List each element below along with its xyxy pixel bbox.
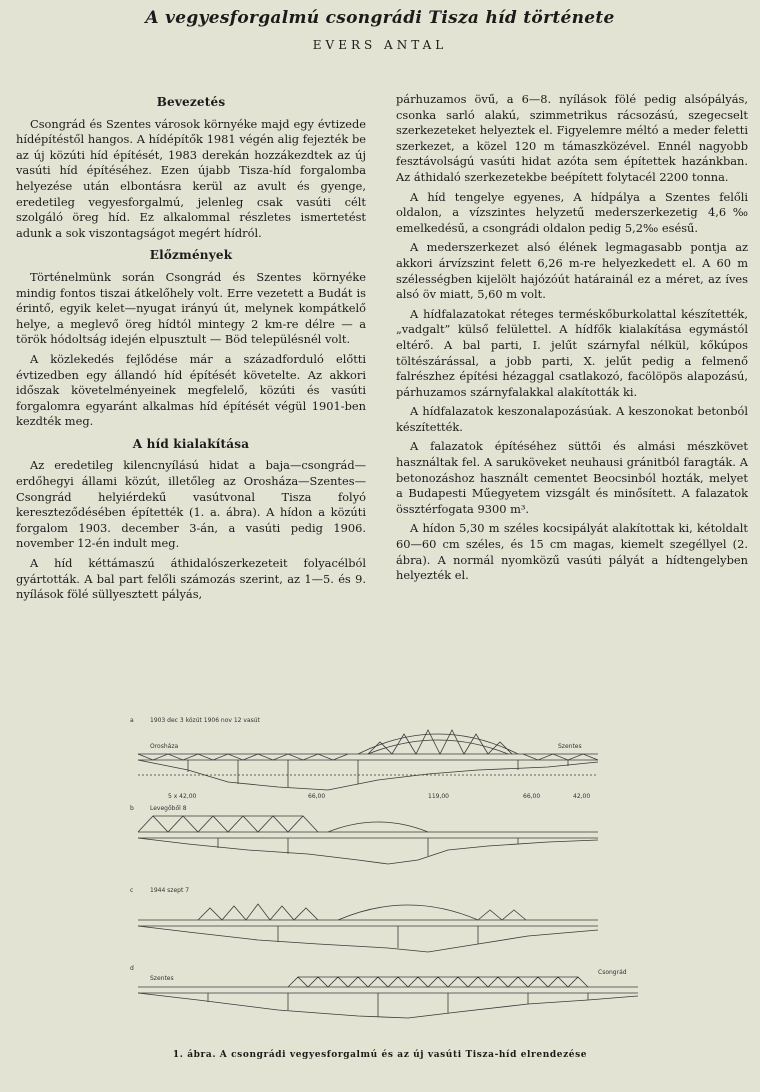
section-heading-intro: Bevezetés: [156, 95, 226, 109]
panel-a-caption: 1903 dec 3 közút 1906 nov 12 vasút: [150, 717, 260, 724]
panel-label-b: b: [130, 805, 134, 812]
section-heading-design: A híd kialakítása: [132, 436, 250, 451]
paragraph: A hídfalazatok keszonalapozásúak. A keszonokat betonból készítették.: [396, 404, 748, 434]
panel-label-a: a: [130, 717, 134, 724]
panel-c: [138, 904, 598, 952]
paragraph: Történelmünk során Csongrád és Szentes környéke mindig fontos tiszai átkelőhely volt. Erre vezetett a Budát is érintő, egyik kelet—nyugat irányú út, melynek kompátkelő helye, a meglevő öreg hídtól mintegy 2 km-re délre — a török hódoltság idején elpusztult — Böd településnél volt.: [16, 269, 366, 347]
panel-b: [138, 816, 598, 864]
paragraph: Csongrád és Szentes városok környéke majd egy évtizede hídépítéstől hangos. A hídépítők 1981 végén alig fejezték be az új közúti híd építését, 1983 derekán hozzákezdtek az új vasúti híd építéséhez. Ezen újabb Tisza-híd forgalomba helyezése után elbontásra kerül az avult és gyenge, eredetileg vegyesforgalmú, jelenleg csak vasúti célt szolgáló öreg híd. Ez alkalommal részletes ismertetést adunk a sok viszontagságot megért hídról.: [16, 116, 366, 240]
paragraph: A falazatok építéséhez süttői és almási mészkövet használtak fel. A saruköveket neuhausi gránitból faragták. A betonozáshoz használt cementet Beocsinból hozták, melyet a Budapesti Műegyetem vizsgált és minősített. A falazatok össztérfogata 9300 m³.: [396, 439, 748, 516]
dimension-label: 66,00: [308, 793, 326, 800]
dimension-label: 42,00: [573, 793, 591, 800]
paragraph: A híd tengelye egyenes, A hídpálya a Szentes felőli oldalon, a vízszintes helyzetű mederszerkezetig 4,6‰ emelkedésű, a csongrádi oldalon pedig 5,2‰ esésű.: [396, 189, 748, 235]
dimension-label: 66,00: [523, 793, 541, 800]
paragraph: Az eredetileg kilencnyílású hidat a baja—csongrád—erdőhegyi állami közút, illetőleg az Orosháza—Szentes—Csongrád helyiérdekű vasútvonal Tisza folyó kereszteződésében építették (1. a. ábra). A hídon a közúti forgalom 1903. december 3-án, a vasúti pedig 1906. november 12-én indult meg.: [16, 458, 366, 551]
article-title: A vegyesforgalmú csongrádi Tisza híd története: [145, 8, 615, 28]
panel-label-d: d: [130, 965, 134, 972]
panel-d-left-bank: Szentes: [150, 975, 174, 982]
panel-label-c: c: [130, 887, 134, 894]
dimension-label: 119,00: [428, 793, 449, 800]
panel-d-right-bank: Csongrád: [598, 969, 627, 976]
panel-d: [138, 977, 638, 1018]
panel-a-left-bank: Orosháza: [150, 743, 179, 750]
paragraph: A hídfalazatokat réteges terméskőburkolattal készítették, „vadgalt” külső felülettel. A hídfők kialakítása egymástól eltérő. A bal parti, I. jelűt szárnyfal nélkül, kőkúpos töltészárással, a jobb parti, X. jelűt pedig a felmenő falrészhez építési hézaggal csatlakozó, facölöpös alapozású, párhuzamos szárnyfalakkal alakították ki.: [396, 306, 748, 399]
panel-b-caption: Levegőből 8: [150, 805, 187, 812]
bridge-elevation-figure: [128, 712, 648, 1032]
dimension-label: 5 x 42,00: [168, 793, 197, 800]
paragraph: párhuzamos övű, a 6—8. nyílások fölé pedig alsópályás, csonka sarló alakú, szimmetrikus rácsozású, szegecselt szerkezeteket helyeztek el. Figyelemre méltó a meder feletti szerkezet, a közel 120 m támaszközével. Ennél nagyobb fesztávolságú vasúti hidat azóta sem építettek hazánkban. Az áthidaló szerkezetekbe beépített folytacél 2200 tonna.: [396, 92, 748, 184]
panel-a-right-bank: Szentes: [558, 743, 582, 750]
figure-caption: 1. ábra. A csongrádi vegyesforgalmú és az új vasúti Tisza-híd elrendezése: [172, 1050, 588, 1060]
panel-c-caption: 1944 szept 7: [150, 887, 190, 894]
section-heading-antecedents: Előzmények: [149, 248, 233, 263]
paragraph: A mederszerkezet alsó élének legmagasabb pontja az akkori árvízszint felett 6,26 m-re helyezkedett el. A 60 m szélességben kijelölt hajózóút határainál ez a méret, az íves alsó öv miatt, 5,60 m volt.: [396, 240, 748, 302]
left-column: [16, 92, 366, 607]
article-author: EVERS ANTAL: [312, 38, 448, 52]
bridge-elevation-drawing: [128, 712, 648, 1032]
paragraph: A közlekedés fejlődése már a századforduló előtti évtizedben egy állandó híd építését követelte. Az akkori időszak követelményeinek megfelelő, közúti és vasúti forgalomra egyaránt alkalmas híd építését végül 1901-ben kezdték meg.: [16, 351, 366, 429]
paragraph: A hídon 5,30 m széles kocsipályát alakítottak ki, kétoldalt 60—60 cm széles, és 15 cm magas, kiemelt szegéllyel (2. ábra). A normál nyomközű vasúti pályát a hídtengelyben helyezték el.: [396, 521, 748, 583]
right-column: [396, 92, 748, 588]
paragraph: A híd kéttámaszú áthidalószerkezeteit folyacélból gyártották. A bal part felőli számozás szerint, az 1—5. és 9. nyílások fölé süllyesztett pályás,: [16, 556, 366, 602]
panel-a: [138, 730, 598, 790]
